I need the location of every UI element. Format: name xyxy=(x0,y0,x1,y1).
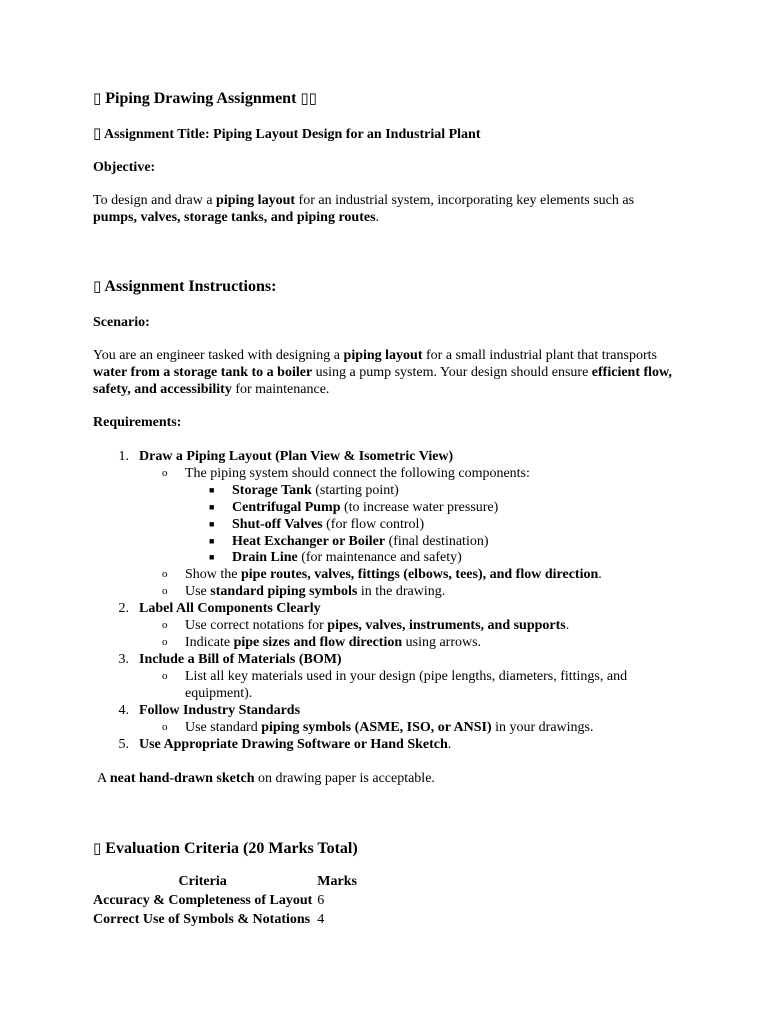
requirement-1-label: Draw a Piping Layout (Plan View & Isometric View) xyxy=(139,449,454,464)
circle-bullet-icon: o xyxy=(162,721,168,733)
title-text: Piping Drawing Assignment xyxy=(105,90,297,107)
bold-run: water from a storage tank to a boiler xyxy=(93,365,313,380)
marks-cell: 4 xyxy=(317,912,325,927)
list-item xyxy=(185,566,680,583)
component-desc: (to increase water pressure) xyxy=(340,500,499,515)
list-number: 1. xyxy=(118,449,129,464)
component-item xyxy=(232,482,692,499)
instructions-heading xyxy=(93,277,276,296)
emoji-placeholder-icon: ▯ xyxy=(93,124,102,142)
text-run: . xyxy=(565,618,570,633)
emoji-placeholder-icon: ▯▯ xyxy=(300,89,317,107)
square-bullet-icon: ■ xyxy=(209,502,215,512)
circle-bullet-icon: o xyxy=(162,467,168,479)
marks-cell: 6 xyxy=(317,893,325,908)
component-desc: (starting point) xyxy=(311,483,399,498)
scenario-heading: Scenario: xyxy=(93,315,150,330)
circle-bullet-icon: o xyxy=(162,670,168,682)
component-item xyxy=(232,533,692,550)
table-row xyxy=(93,911,360,930)
text-run: for maintenance. xyxy=(231,382,330,397)
text-run: To design and draw a xyxy=(93,193,217,208)
text-run: Indicate xyxy=(185,635,234,650)
requirements-list xyxy=(93,448,693,758)
evaluation-heading xyxy=(93,839,358,858)
assignment-title-text: Assignment Title: Piping Layout Design for an Industrial Plant xyxy=(104,127,481,142)
text-run: on drawing paper is acceptable. xyxy=(254,771,435,786)
circle-bullet-icon: o xyxy=(162,585,168,597)
bold-run: efficient flow, safety, and accessibility xyxy=(93,365,672,397)
component-name: Storage Tank xyxy=(232,483,312,498)
component-name: Shut-off Valves xyxy=(232,517,323,532)
circle-bullet-icon: o xyxy=(162,568,168,580)
circle-bullet-icon: o xyxy=(162,636,168,648)
column-header-marks: Marks xyxy=(317,874,357,889)
bold-run: standard piping symbols xyxy=(210,584,358,599)
component-desc: (for flow control) xyxy=(322,517,425,532)
text-run: for a small industrial plant that transports xyxy=(422,348,657,363)
bold-run: pipe routes, valves, fittings (elbows, tees), and flow direction xyxy=(241,567,599,582)
document-title xyxy=(93,89,317,108)
list-number: 2. xyxy=(118,601,129,616)
criteria-cell: Correct Use of Symbols & Notations xyxy=(93,912,311,927)
column-header-criteria: Criteria xyxy=(178,874,227,889)
list-item xyxy=(185,634,680,651)
list-item: List all key materials used in your design (pipe lengths, diameters, fittings, and equipment). xyxy=(185,669,628,701)
text-run: A xyxy=(97,771,110,786)
requirement-5 xyxy=(139,736,679,753)
component-item xyxy=(232,549,692,566)
bold-run: piping layout xyxy=(343,348,423,363)
objective-paragraph xyxy=(93,192,673,226)
text-run: using arrows. xyxy=(402,635,482,650)
square-bullet-icon: ■ xyxy=(209,536,215,546)
square-bullet-icon: ■ xyxy=(209,519,215,529)
emoji-placeholder-icon: ▯ xyxy=(93,89,102,107)
text-run: . xyxy=(598,567,602,582)
table-header-row xyxy=(93,873,360,892)
hand-sketch-note xyxy=(97,770,677,787)
assignment-title xyxy=(93,125,481,143)
bold-run: pumps, valves, storage tanks, and piping routes xyxy=(93,210,376,225)
bold-run: pipe sizes and flow direction xyxy=(233,635,403,650)
bold-run: piping symbols (ASME, ISO, or ANSI) xyxy=(261,720,492,735)
emoji-placeholder-icon: ▯ xyxy=(93,839,102,857)
evaluation-heading-text: Evaluation Criteria (20 Marks Total) xyxy=(105,840,358,857)
component-name: Centrifugal Pump xyxy=(232,500,341,515)
requirement-4-label: Follow Industry Standards xyxy=(139,703,301,718)
bold-run: piping layout xyxy=(216,193,296,208)
evaluation-table xyxy=(93,873,360,930)
requirement-3-label: Include a Bill of Materials (BOM) xyxy=(139,652,342,667)
component-desc: (final destination) xyxy=(385,534,489,549)
text-run: in your drawings. xyxy=(491,720,594,735)
list-number: 5. xyxy=(118,737,129,752)
list-item xyxy=(185,719,680,736)
text-run: for an industrial system, incorporating key elements such as xyxy=(295,193,635,208)
text-run: Use correct notations for xyxy=(185,618,328,633)
text-run: You are an engineer tasked with designing a xyxy=(93,348,344,363)
component-item xyxy=(232,499,692,516)
scenario-paragraph xyxy=(93,347,673,398)
criteria-cell: Accuracy & Completeness of Layout xyxy=(93,893,313,908)
text-run: Use xyxy=(185,584,211,599)
requirement-5-label: Use Appropriate Drawing Software or Hand Sketch xyxy=(139,737,448,752)
text-run: using a pump system. Your design should ensure xyxy=(312,365,592,380)
instructions-heading-text: Assignment Instructions: xyxy=(104,278,277,295)
text-run: in the drawing. xyxy=(357,584,446,599)
requirements-heading: Requirements: xyxy=(93,415,182,430)
square-bullet-icon: ■ xyxy=(209,552,215,562)
bold-run: pipes, valves, instruments, and supports xyxy=(327,618,566,633)
bold-run: neat hand-drawn sketch xyxy=(109,771,255,786)
list-item xyxy=(185,583,680,600)
objective-heading: Objective: xyxy=(93,160,156,175)
emoji-placeholder-icon: ▯ xyxy=(93,277,102,295)
text-run: Use standard xyxy=(185,720,262,735)
requirement-2-label: Label All Components Clearly xyxy=(139,601,321,616)
text-run: Show the xyxy=(185,567,241,582)
component-name: Heat Exchanger or Boiler xyxy=(232,534,386,549)
list-item xyxy=(185,617,680,634)
square-bullet-icon: ■ xyxy=(209,485,215,495)
circle-bullet-icon: o xyxy=(162,619,168,631)
table-row xyxy=(93,892,360,911)
component-desc: (for maintenance and safety) xyxy=(297,550,462,565)
list-number: 3. xyxy=(118,652,129,667)
text-run: . xyxy=(447,737,452,752)
list-number: 4. xyxy=(118,703,129,718)
text-run: . xyxy=(375,210,380,225)
component-item xyxy=(232,516,692,533)
component-name: Drain Line xyxy=(232,550,298,565)
list-item: The piping system should connect the following components: xyxy=(185,466,530,481)
